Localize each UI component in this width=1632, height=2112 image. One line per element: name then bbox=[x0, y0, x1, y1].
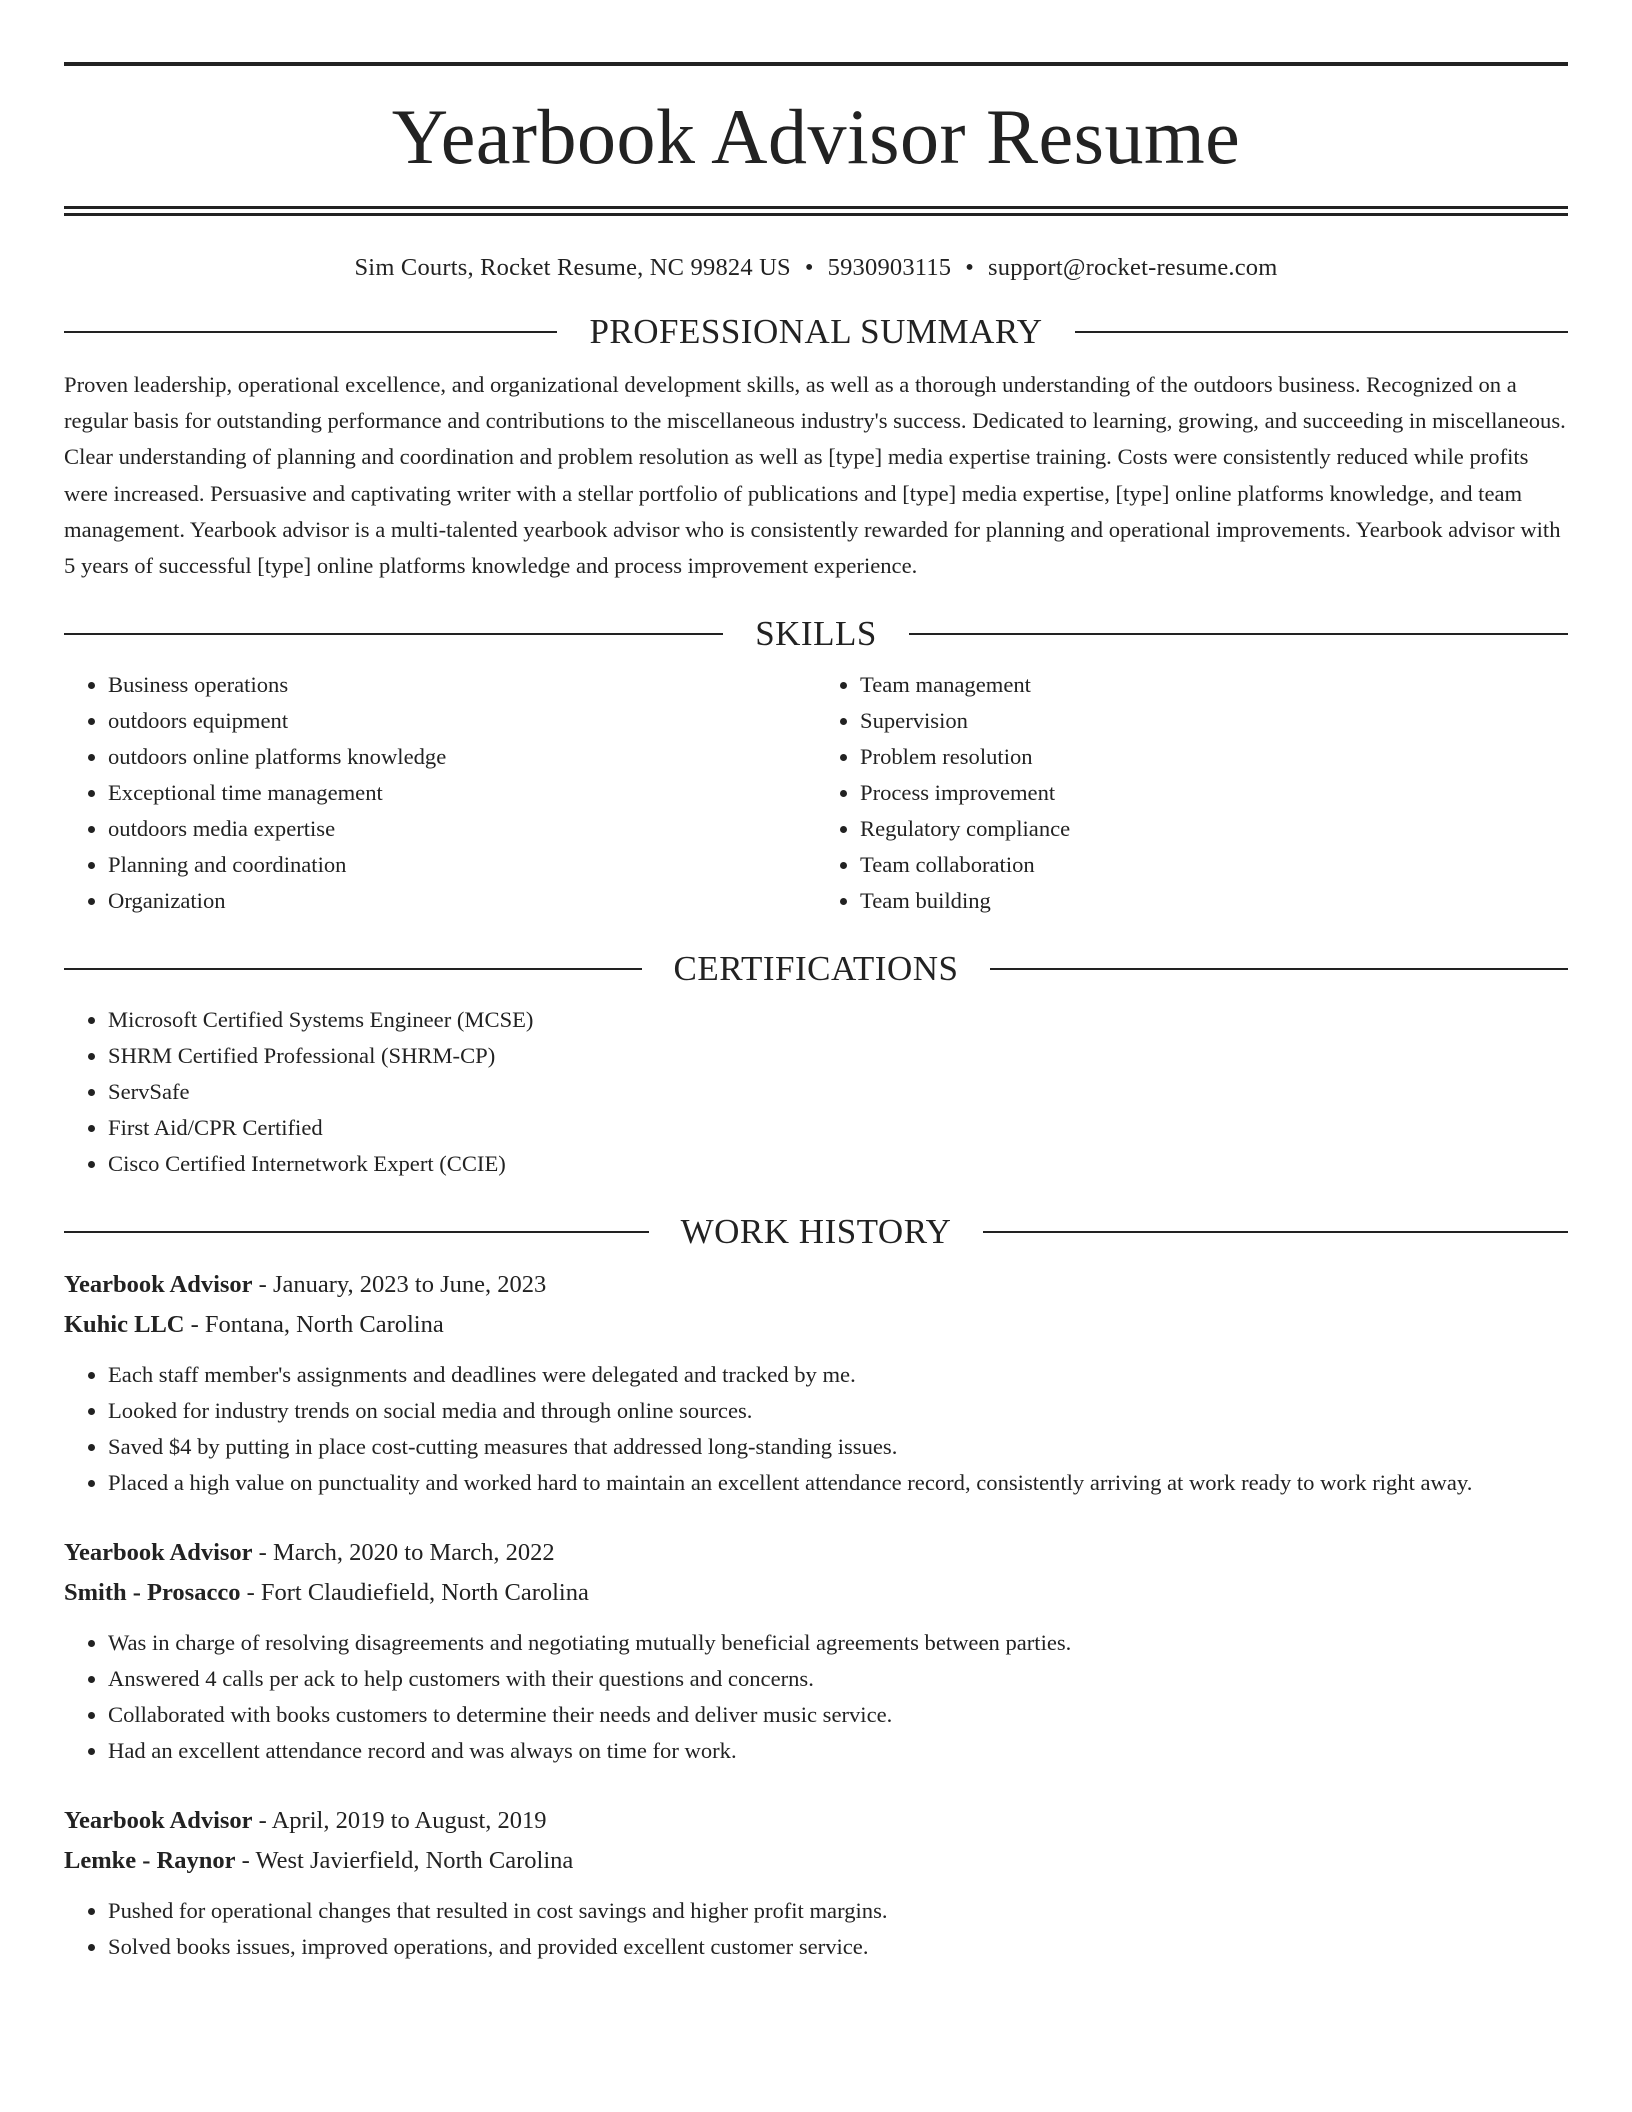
skill-item: • Business operations bbox=[108, 667, 816, 703]
certification-item: • Microsoft Certified Systems Engineer (MCSE) bbox=[108, 1002, 1568, 1038]
job-bullet: • Each staff member's assignments and deadlines were delegated and tracked by me. bbox=[108, 1357, 1568, 1393]
summary-paragraph: Proven leadership, operational excellence, and organizational development skills, as well as a thorough understanding of the outdoors business. Recognized on a regular basis for outstanding performance and contributions to the miscellaneous industry's success. Dedicated to learning, growing, and succeeding in miscellaneous. Clear understanding of planning and coordination and problem resolution as well as [type] media expertise training. Costs were consistently reduced while profits were increased. Persuasive and captivating writer with a stellar portfolio of publications and [type] media expertise, [type] online platforms knowledge, and team management. Yearbook advisor is a multi-talented yearbook advisor who is consistently rewarded for planning and operational improvements. Yearbook advisor with 5 years of successful [type] online platforms knowledge and process improvement experience. bbox=[64, 372, 1566, 579]
resume-title: Yearbook Advisor Resume bbox=[391, 93, 1241, 180]
job-company: Smith - Prosacco bbox=[64, 1579, 241, 1607]
skill-item: • outdoors equipment bbox=[108, 703, 816, 739]
skills-columns bbox=[64, 667, 1568, 919]
skill-item: • Supervision bbox=[860, 703, 1568, 739]
job-bullets bbox=[64, 1625, 1568, 1769]
skill-item: • Problem resolution bbox=[860, 739, 1568, 775]
job-bullet: • Pushed for operational changes that resulted in cost savings and higher profit margins. bbox=[108, 1893, 1568, 1929]
work-history-heading-text: WORK HISTORY bbox=[680, 1212, 952, 1252]
skill-item: • Team building bbox=[860, 883, 1568, 919]
skill-item: • Organization bbox=[108, 883, 816, 919]
job-title-line bbox=[64, 1265, 1568, 1305]
certifications-heading-text: CERTIFICATIONS bbox=[673, 949, 959, 989]
job-dates: - March, 2020 to March, 2022 bbox=[258, 1539, 555, 1567]
job-title-line bbox=[64, 1801, 1568, 1841]
job-company-line bbox=[64, 1841, 1568, 1881]
heading-rule-right bbox=[983, 1231, 1568, 1233]
summary-heading bbox=[64, 314, 1568, 349]
contact-address: Sim Courts, Rocket Resume, NC 99824 US bbox=[354, 254, 791, 281]
job-bullet: • Was in charge of resolving disagreements and negotiating mutually beneficial agreements between parties. bbox=[108, 1625, 1568, 1661]
heading-rule-left bbox=[64, 633, 723, 635]
job-bullet: • Placed a high value on punctuality and worked hard to maintain an excellent attendance record, consistently arriving at work ready to work right away. bbox=[108, 1465, 1568, 1501]
work-history-heading bbox=[64, 1212, 1568, 1252]
skill-item: • Process improvement bbox=[860, 775, 1568, 811]
job-bullet: • Answered 4 calls per ack to help customers with their questions and concerns. bbox=[108, 1661, 1568, 1697]
job-entry bbox=[64, 1801, 1568, 1965]
skill-item: • Planning and coordination bbox=[108, 847, 816, 883]
job-title: Yearbook Advisor bbox=[64, 1271, 253, 1299]
top-rule bbox=[64, 62, 1568, 66]
skills-list-left bbox=[64, 667, 816, 919]
certification-item: • Cisco Certified Internetwork Expert (CCIE) bbox=[108, 1146, 1568, 1182]
title-double-rule bbox=[64, 206, 1568, 216]
job-dates: - January, 2023 to June, 2023 bbox=[258, 1271, 547, 1299]
skills-heading-text: SKILLS bbox=[755, 614, 877, 654]
contact-separator: • bbox=[804, 254, 814, 281]
job-bullets bbox=[64, 1357, 1568, 1501]
job-title: Yearbook Advisor bbox=[64, 1807, 253, 1835]
job-bullet: • Collaborated with books customers to determine their needs and deliver music service. bbox=[108, 1697, 1568, 1733]
skills-heading bbox=[64, 614, 1568, 654]
heading-rule-left bbox=[64, 331, 557, 333]
contact-phone: 5930903115 bbox=[827, 254, 952, 281]
heading-rule-left bbox=[64, 1231, 649, 1233]
certification-item: • First Aid/CPR Certified bbox=[108, 1110, 1568, 1146]
certifications-heading bbox=[64, 949, 1568, 989]
contact-email[interactable]: support@rocket-resume.com bbox=[988, 254, 1278, 281]
skill-item: • outdoors online platforms knowledge bbox=[108, 739, 816, 775]
heading-rule-left bbox=[64, 968, 642, 970]
certifications-list bbox=[64, 1002, 1568, 1182]
job-entry bbox=[64, 1533, 1568, 1769]
job-company-line bbox=[64, 1305, 1568, 1345]
job-bullet: • Saved $4 by putting in place cost-cutting measures that addressed long-standing issues. bbox=[108, 1429, 1568, 1465]
job-title: Yearbook Advisor bbox=[64, 1539, 253, 1567]
job-company: Lemke - Raynor bbox=[64, 1847, 236, 1875]
heading-rule-right bbox=[1075, 331, 1568, 333]
job-location: - West Javierfield, North Carolina bbox=[241, 1847, 574, 1875]
skills-list-right bbox=[816, 667, 1568, 919]
job-company-line bbox=[64, 1573, 1568, 1613]
certification-item: • ServSafe bbox=[108, 1074, 1568, 1110]
skill-item: • outdoors media expertise bbox=[108, 811, 816, 847]
contact-separator: • bbox=[965, 254, 975, 281]
job-location: - Fort Claudiefield, North Carolina bbox=[246, 1579, 589, 1607]
summary-heading-text: PROFESSIONAL SUMMARY bbox=[589, 312, 1043, 351]
job-bullet: • Had an excellent attendance record and was always on time for work. bbox=[108, 1733, 1568, 1769]
job-bullets bbox=[64, 1893, 1568, 1965]
skill-item: • Regulatory compliance bbox=[860, 811, 1568, 847]
job-bullet: • Looked for industry trends on social media and through online sources. bbox=[108, 1393, 1568, 1429]
job-dates: - April, 2019 to August, 2019 bbox=[258, 1807, 547, 1835]
job-entry bbox=[64, 1265, 1568, 1501]
skill-item: • Exceptional time management bbox=[108, 775, 816, 811]
certification-item: • SHRM Certified Professional (SHRM-CP) bbox=[108, 1038, 1568, 1074]
skill-item: • Team management bbox=[860, 667, 1568, 703]
job-bullet: • Solved books issues, improved operations, and provided excellent customer service. bbox=[108, 1929, 1568, 1965]
job-title-line bbox=[64, 1533, 1568, 1573]
title-block bbox=[64, 0, 1568, 216]
contact-line bbox=[64, 254, 1568, 282]
job-company: Kuhic LLC bbox=[64, 1311, 185, 1339]
job-location: - Fontana, North Carolina bbox=[190, 1311, 444, 1339]
heading-rule-right bbox=[909, 633, 1568, 635]
heading-rule-right bbox=[990, 968, 1568, 970]
skill-item: • Team collaboration bbox=[860, 847, 1568, 883]
